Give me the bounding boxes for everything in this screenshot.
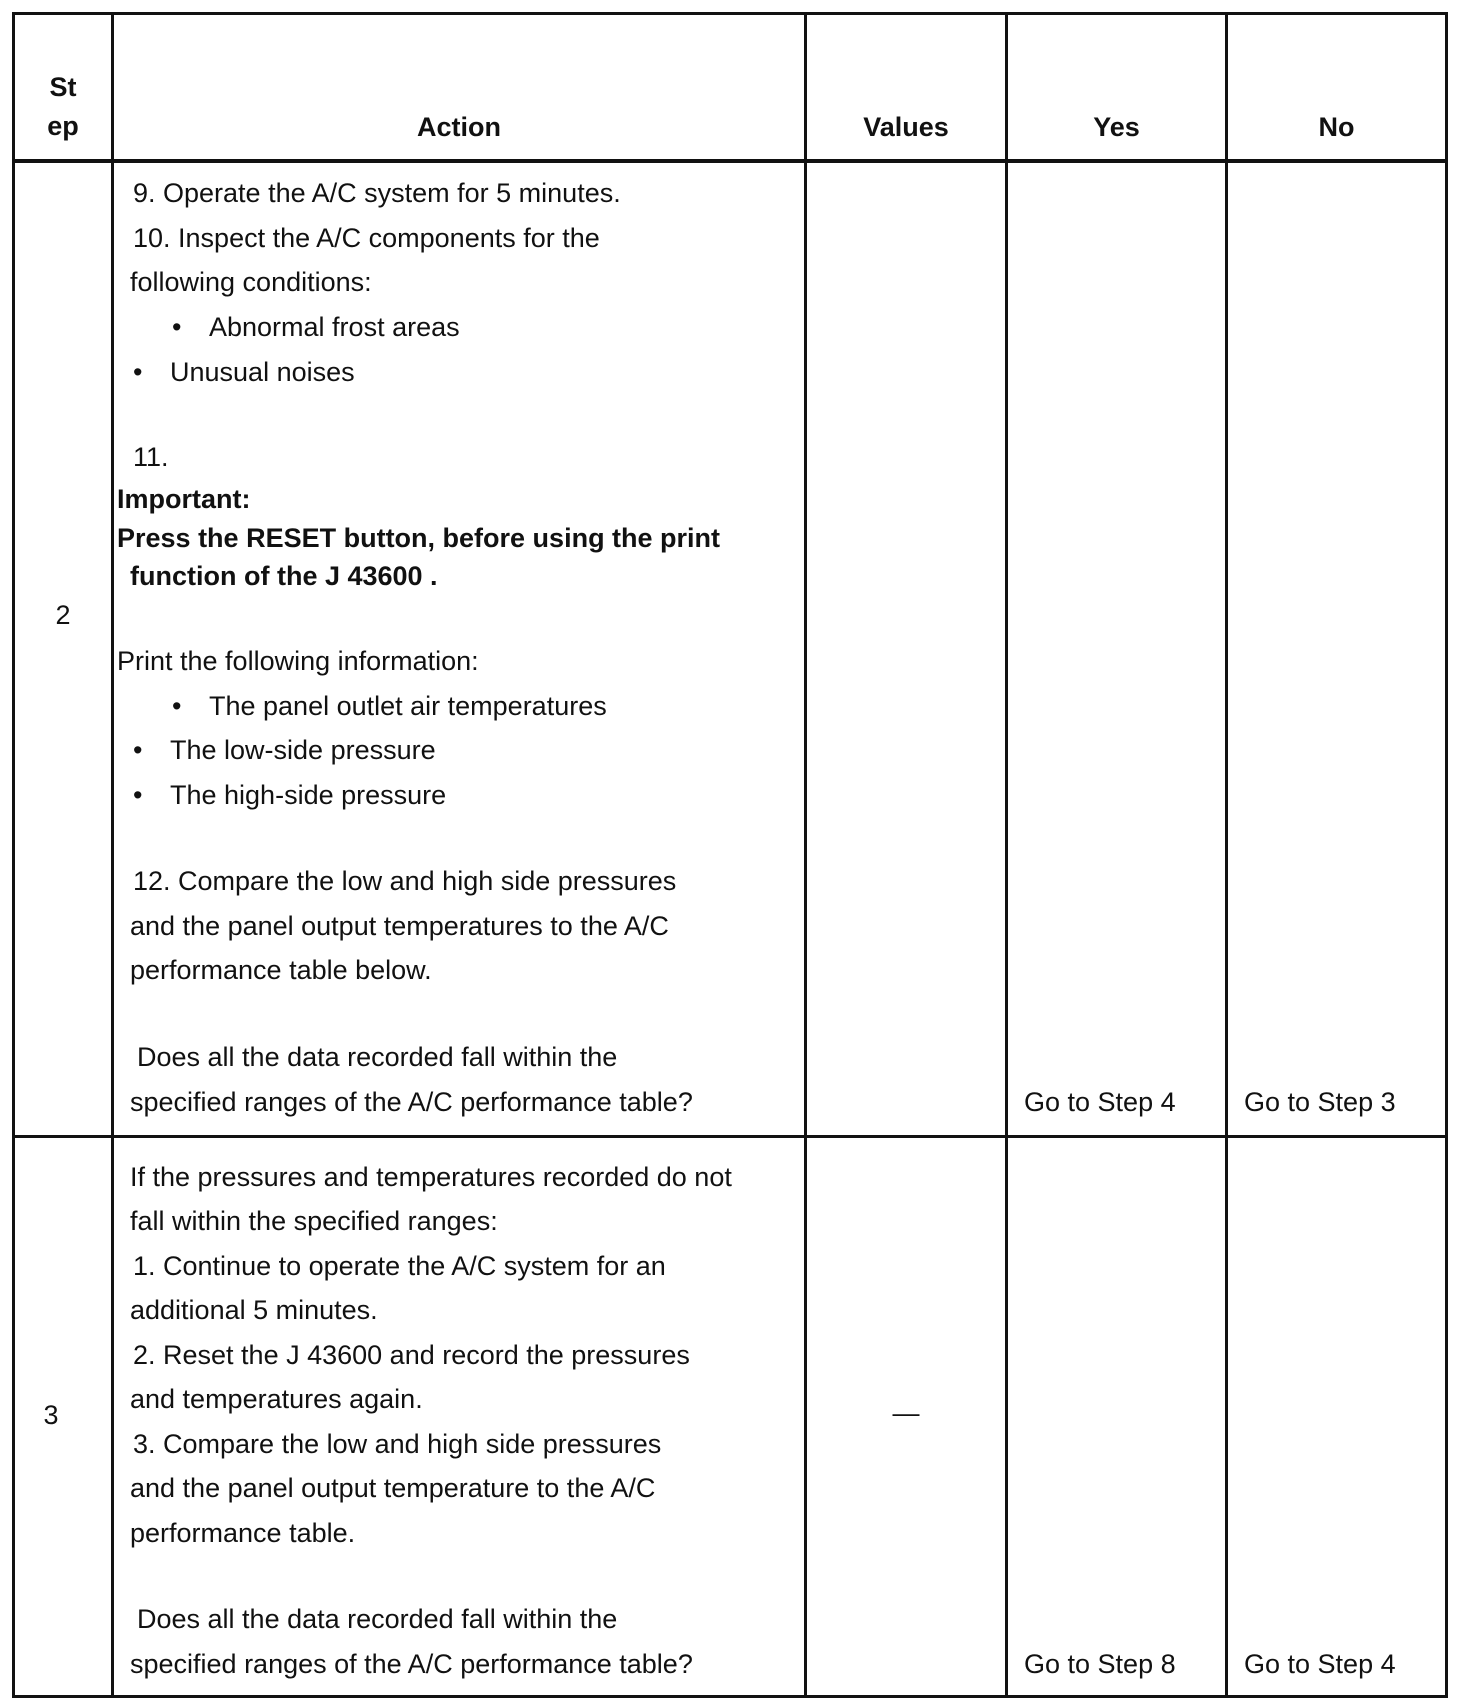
action-item-2: 2. Reset the J 43600 and record the pressures xyxy=(133,1340,690,1370)
action-item-11: 11. xyxy=(133,442,169,472)
action-intro-cont: fall within the specified ranges: xyxy=(130,1206,498,1236)
action-item-12-cont: performance table below. xyxy=(130,955,432,985)
important-label: Important: xyxy=(117,484,251,514)
action-item-1: 1. Continue to operate the A/C system for an xyxy=(133,1251,666,1281)
print-item: The low-side pressure xyxy=(170,735,436,765)
step-number: 2 xyxy=(55,600,71,630)
print-item: The panel outlet air temperatures xyxy=(209,691,607,721)
action-item-1-cont: additional 5 minutes. xyxy=(130,1295,378,1325)
bullet-icon: • xyxy=(133,780,143,810)
action-item-3: 3. Compare the low and high side pressures xyxy=(133,1429,662,1459)
table-border-left xyxy=(12,12,15,1698)
row-divider xyxy=(12,1135,1448,1138)
column-divider-values xyxy=(1005,12,1008,1698)
action-item-3-cont: performance table. xyxy=(130,1518,356,1548)
table-border-top xyxy=(12,12,1448,15)
no-go-to-step-3-link[interactable]: Go to Step 3 xyxy=(1244,1087,1396,1117)
important-note-cont: function of the J 43600 . xyxy=(130,561,438,591)
action-item-2-cont: and temperatures again. xyxy=(130,1384,423,1414)
action-item-12: 12. Compare the low and high side pressures xyxy=(133,866,677,896)
action-item-10: 10. Inspect the A/C components for the xyxy=(133,223,600,253)
table-border-right xyxy=(1445,12,1448,1698)
bullet-icon: • xyxy=(133,357,143,387)
column-divider-step xyxy=(111,12,114,1698)
yes-go-to-step-4-link[interactable]: Go to Step 4 xyxy=(1024,1087,1176,1117)
action-item-12-cont: and the panel output temperatures to the A/C xyxy=(130,911,669,941)
column-divider-yes xyxy=(1225,12,1228,1698)
action-item-3-cont: and the panel output temperature to the A/C xyxy=(130,1473,656,1503)
header-yes: Yes xyxy=(1093,112,1140,142)
step-number: 3 xyxy=(43,1400,59,1430)
bullet-icon: • xyxy=(172,312,182,342)
decision-question-cont: specified ranges of the A/C performance table? xyxy=(130,1087,693,1117)
decision-question: Does all the data recorded fall within the xyxy=(137,1604,618,1634)
action-item-10-cont: following conditions: xyxy=(130,267,372,297)
action-intro: If the pressures and temperatures recorded do not xyxy=(130,1162,732,1192)
decision-question-cont: specified ranges of the A/C performance table? xyxy=(130,1649,693,1679)
important-note: Press the RESET button, before using the print xyxy=(117,523,721,553)
table-border-bottom xyxy=(12,1695,1448,1698)
header-action: Action xyxy=(417,112,501,142)
bullet-icon: • xyxy=(172,691,182,721)
print-intro: Print the following information: xyxy=(117,646,479,676)
column-divider-action xyxy=(804,12,807,1698)
bullet-icon: • xyxy=(133,735,143,765)
header-values: Values xyxy=(863,112,949,142)
print-item: The high-side pressure xyxy=(170,780,447,810)
no-go-to-step-4-link[interactable]: Go to Step 4 xyxy=(1244,1649,1396,1679)
condition-item: Abnormal frost areas xyxy=(209,312,460,342)
header-divider xyxy=(12,159,1448,163)
values-dash: — xyxy=(892,1398,920,1428)
action-item-9: 9. Operate the A/C system for 5 minutes. xyxy=(133,178,621,208)
condition-item: Unusual noises xyxy=(170,357,355,387)
yes-go-to-step-8-link[interactable]: Go to Step 8 xyxy=(1024,1649,1176,1679)
decision-question: Does all the data recorded fall within the xyxy=(137,1042,618,1072)
header-step xyxy=(15,72,111,141)
header-no: No xyxy=(1318,112,1355,142)
header-step-line2: ep xyxy=(47,111,79,141)
header-step-line1: St xyxy=(49,72,77,102)
